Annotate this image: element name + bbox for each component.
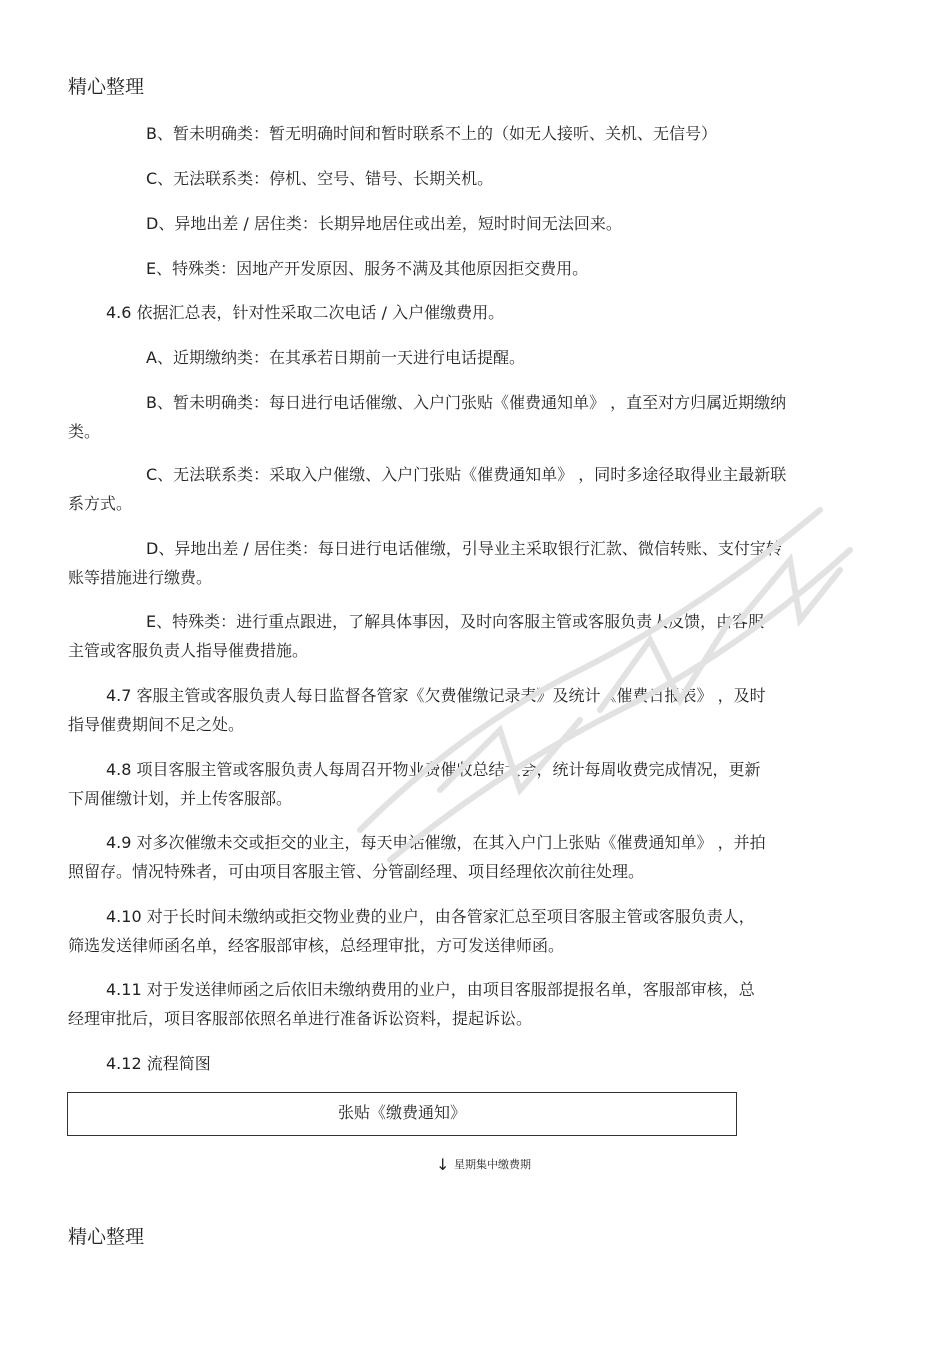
paragraph-line: 主管或客服负责人指导催费措施。 xyxy=(68,641,309,660)
section-line: 4.10 对于长时间未缴纳或拒交物业费的业户，由各管家汇总至项目客服主管或客服负责人， xyxy=(106,907,755,926)
paragraph-line: 筛选发送律师函名单，经客服部审核，总经理审批，方可发送律师函。 xyxy=(68,936,565,955)
paragraph-line: E、特殊类：进行重点跟进，了解具体事因，及时向客服主管或客服负责人反馈，由客服 xyxy=(146,612,765,631)
paragraph-line: A、近期缴纳类：在其承若日期前一天进行电话提醒。 xyxy=(146,348,525,367)
flowchart-arrow-label: 星期集中缴费期 xyxy=(454,1158,531,1171)
section-line: 4.6 依据汇总表，针对性采取二次电话 / 入户催缴费用。 xyxy=(106,303,505,322)
section-line: 4.12 流程简图 xyxy=(106,1054,211,1073)
paragraph-line: B、暂未明确类：每日进行电话催缴、入户门张贴《催费通知单》 ，直至对方归属近期缴纳 xyxy=(146,393,787,412)
paragraph-line: 经理审批后，项目客服部依照名单进行准备诉讼资料，提起诉讼。 xyxy=(68,1009,533,1028)
paragraph-line: B、暂未明确类：暂无明确时间和暂时联系不上的（如无人接听、关机、无信号） xyxy=(146,124,717,143)
paragraph-line: C、无法联系类：停机、空号、错号、长期关机。 xyxy=(146,169,494,188)
paragraph-line: 下周催缴计划，并上传客服部。 xyxy=(68,789,293,808)
paragraph-line: C、无法联系类：采取入户催缴、入户门张贴《催费通知单》 ，同时多途径取得业主最新联 xyxy=(146,465,787,484)
section-line: 4.8 项目客服主管或客服负责人每周召开物业费催收总结大会，统计每周收费完成情况，更新 xyxy=(106,760,761,779)
page-header: 精心整理 xyxy=(68,76,145,98)
paragraph-line: 账等措施进行缴费。 xyxy=(68,568,213,587)
paragraph-line: 系方式。 xyxy=(68,494,133,513)
section-line: 4.11 对于发送律师函之后依旧未缴纳费用的业户，由项目客服部提报名单，客服部审核，总 xyxy=(106,980,755,999)
page-footer: 精心整理 xyxy=(68,1226,145,1248)
section-line: 4.7 客服主管或客服负责人每日监督各管家《欠费催缴记录表》及统计《催费日报表》 ，及时 xyxy=(106,686,766,705)
flowchart-step-box xyxy=(67,1092,737,1136)
paragraph-line: 指导催费期间不足之处。 xyxy=(68,715,245,734)
watermark-graphic xyxy=(320,470,880,890)
paragraph-line: 类。 xyxy=(68,422,101,441)
down-arrow-icon: ↓ xyxy=(436,1155,450,1174)
flowchart-step-label: 张贴《缴费通知》 xyxy=(337,1103,466,1122)
paragraph-line: D、异地出差 / 居住类：长期异地居住或出差，短时时间无法回来。 xyxy=(146,214,622,233)
paragraph-line: E、特殊类：因地产开发原因、服务不满及其他原因拒交费用。 xyxy=(146,259,589,278)
paragraph-line: D、异地出差 / 居住类：每日进行电话催缴，引导业主采取银行汇款、微信转账、支付宝转 xyxy=(146,539,782,558)
paragraph-line: 照留存。情况特殊者，可由项目客服主管、分管副经理、项目经理依次前往处理。 xyxy=(68,862,645,881)
section-line: 4.9 对多次催缴未交或拒交的业主，每天电话催缴，在其入户门上张贴《催费通知单》 ，并拍 xyxy=(106,833,766,852)
